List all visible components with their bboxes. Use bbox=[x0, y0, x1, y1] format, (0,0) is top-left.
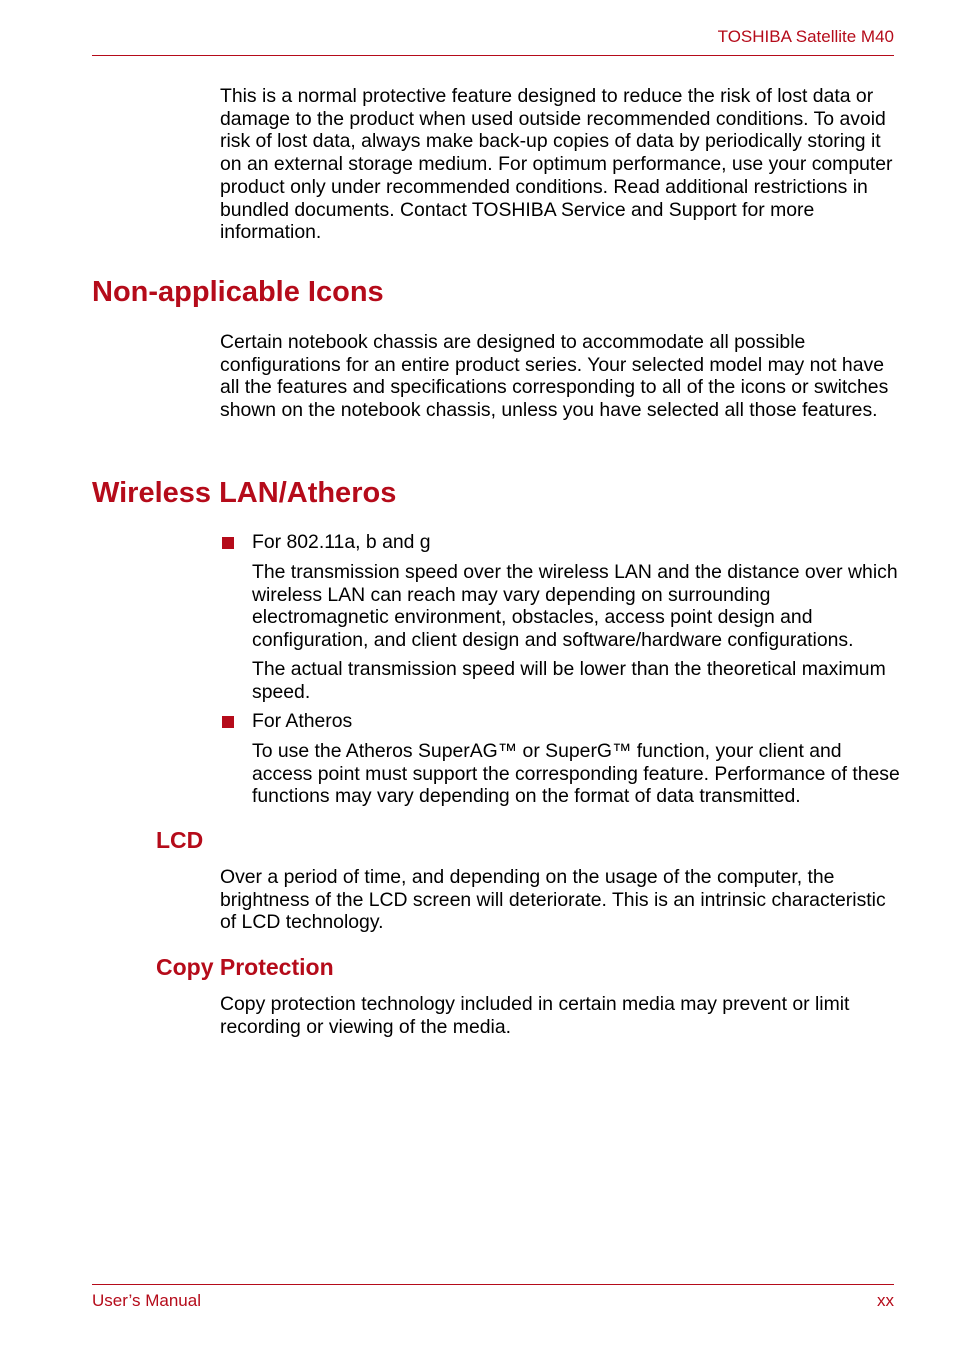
non-applicable-paragraph: Certain notebook chassis are designed to accommodate all possible configurations for an entire product series. Your selected model may not have all the features and specifications corresponding to all of the icons or switches shown on the notebook chassis, unless you have selected all those features. bbox=[220, 331, 889, 422]
atheros-paragraph: To use the Atheros SuperAG™ or SuperG™ function, your client and access point must support the corresponding feature. Performance of these functions may vary depending on the format of data transmitted. bbox=[252, 740, 900, 808]
heading-lcd: LCD bbox=[156, 827, 204, 853]
footer-manual-label: User’s Manual bbox=[92, 1291, 201, 1310]
square-bullet-icon bbox=[222, 537, 234, 549]
heading-non-applicable-icons: Non-applicable Icons bbox=[92, 276, 384, 308]
bullet-label: For Atheros bbox=[252, 710, 353, 732]
wireless-paragraph: The transmission speed over the wireless LAN and the distance over which wireless LAN can reach may vary depending on surrounding electromagnetic environment, obstacles, access point design and configuration, and client design and software/hardware configurations. bbox=[252, 561, 898, 652]
heading-wireless-lan: Wireless LAN/Atheros bbox=[92, 477, 397, 509]
square-bullet-icon bbox=[222, 716, 234, 728]
wireless-paragraph: The actual transmission speed will be lower than the theoretical maximum speed. bbox=[252, 658, 886, 703]
page-number: xx bbox=[877, 1291, 894, 1310]
copy-protection-paragraph: Copy protection technology included in certain media may prevent or limit recording or viewing of the media. bbox=[220, 993, 850, 1038]
header-rule bbox=[92, 55, 894, 56]
lcd-paragraph: Over a period of time, and depending on the usage of the computer, the brightness of the LCD screen will deteriorate. This is an intrinsic characteristic of LCD technology. bbox=[220, 866, 886, 934]
intro-paragraph: This is a normal protective feature designed to reduce the risk of lost data or damage to the product when used outside recommended conditions. To avoid risk of lost data, always make back-up copies of data by periodically storing it on an external storage medium. For optimum performance, use your computer product only under recommended conditions. Read additional restrictions in bundled documents. Contact TOSHIBA Service and Support for more information. bbox=[220, 85, 893, 244]
footer-rule bbox=[92, 1284, 894, 1285]
bullet-label: For 802.11a, b and g bbox=[252, 531, 431, 553]
heading-copy-protection: Copy Protection bbox=[156, 954, 334, 980]
header-title: TOSHIBA Satellite M40 bbox=[717, 27, 894, 46]
